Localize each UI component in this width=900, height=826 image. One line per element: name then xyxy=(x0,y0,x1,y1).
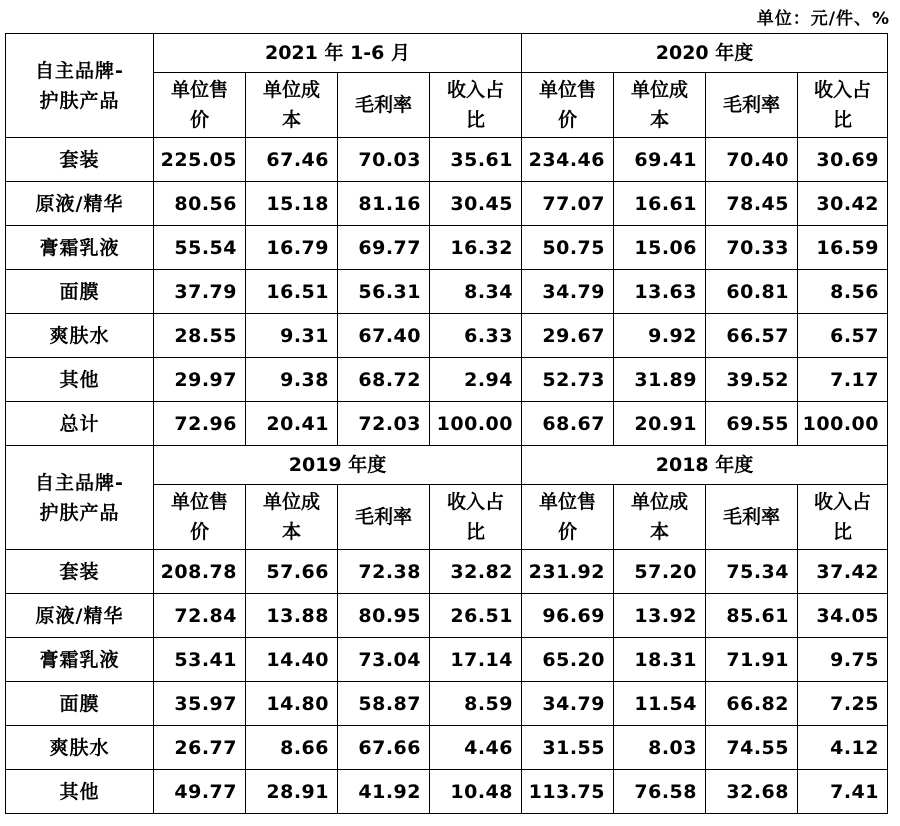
value-cell: 9.92 xyxy=(614,314,706,358)
metric-header xyxy=(706,485,798,550)
table-row xyxy=(6,594,888,638)
metric-header-line: 比 xyxy=(465,521,485,543)
value-cell: 60.81 xyxy=(706,270,798,314)
value-cell: 96.69 xyxy=(522,594,614,638)
metric-header xyxy=(154,73,246,138)
value-cell: 72.96 xyxy=(154,402,246,446)
value-cell: 31.89 xyxy=(614,358,706,402)
metric-header-line: 单位成 xyxy=(630,491,688,513)
row-label: 爽肤水 xyxy=(6,314,154,358)
metric-header-line: 比 xyxy=(832,109,852,131)
metric-header-line: 单位售 xyxy=(538,79,596,101)
value-cell: 78.45 xyxy=(706,182,798,226)
value-cell: 30.69 xyxy=(798,138,888,182)
row-label: 套装 xyxy=(6,138,154,182)
value-cell: 28.91 xyxy=(246,770,338,814)
value-cell: 30.42 xyxy=(798,182,888,226)
metric-header xyxy=(798,485,888,550)
value-cell: 26.51 xyxy=(430,594,522,638)
value-cell: 30.45 xyxy=(430,182,522,226)
unit-note: 单位：元/件、% xyxy=(756,9,890,29)
table-row xyxy=(6,770,888,814)
value-cell: 234.46 xyxy=(522,138,614,182)
value-cell: 16.59 xyxy=(798,226,888,270)
metric-header xyxy=(522,73,614,138)
metric-header-line: 价 xyxy=(189,109,209,131)
value-cell: 57.66 xyxy=(246,550,338,594)
value-cell: 18.31 xyxy=(614,638,706,682)
value-cell: 69.77 xyxy=(338,226,430,270)
row-label: 总计 xyxy=(6,402,154,446)
period-header-row xyxy=(6,446,888,485)
value-cell: 85.61 xyxy=(706,594,798,638)
period-header: 2021 年 1-6 月 xyxy=(154,34,522,73)
value-cell: 26.77 xyxy=(154,726,246,770)
value-cell: 29.67 xyxy=(522,314,614,358)
metric-header xyxy=(338,485,430,550)
value-cell: 8.59 xyxy=(430,682,522,726)
metric-header xyxy=(706,73,798,138)
value-cell: 67.40 xyxy=(338,314,430,358)
value-cell: 69.55 xyxy=(706,402,798,446)
metric-header-line: 毛利率 xyxy=(722,94,780,116)
table-row xyxy=(6,682,888,726)
value-cell: 29.97 xyxy=(154,358,246,402)
value-cell: 39.52 xyxy=(706,358,798,402)
value-cell: 100.00 xyxy=(430,402,522,446)
value-cell: 75.34 xyxy=(706,550,798,594)
table-row xyxy=(6,638,888,682)
value-cell: 52.73 xyxy=(522,358,614,402)
period-header-row xyxy=(6,34,888,73)
row-label: 面膜 xyxy=(6,682,154,726)
metric-header-line: 毛利率 xyxy=(354,506,412,528)
value-cell: 67.66 xyxy=(338,726,430,770)
value-cell: 10.48 xyxy=(430,770,522,814)
category-header-cell xyxy=(6,34,154,138)
value-cell: 55.54 xyxy=(154,226,246,270)
row-label: 其他 xyxy=(6,770,154,814)
table-row xyxy=(6,314,888,358)
metric-header-line: 收入占 xyxy=(813,79,871,101)
product-margin-table xyxy=(5,33,888,814)
value-cell: 20.91 xyxy=(614,402,706,446)
value-cell: 16.79 xyxy=(246,226,338,270)
value-cell: 100.00 xyxy=(798,402,888,446)
value-cell: 50.75 xyxy=(522,226,614,270)
metric-header-line: 比 xyxy=(465,109,485,131)
value-cell: 14.40 xyxy=(246,638,338,682)
value-cell: 113.75 xyxy=(522,770,614,814)
metric-header xyxy=(798,73,888,138)
row-label: 面膜 xyxy=(6,270,154,314)
row-label: 原液/精华 xyxy=(6,594,154,638)
category-header-line: 自主品牌- xyxy=(35,471,124,494)
value-cell: 74.55 xyxy=(706,726,798,770)
row-label: 其他 xyxy=(6,358,154,402)
value-cell: 13.63 xyxy=(614,270,706,314)
value-cell: 11.54 xyxy=(614,682,706,726)
value-cell: 34.79 xyxy=(522,270,614,314)
metric-header-line: 单位成 xyxy=(262,79,320,101)
value-cell: 8.34 xyxy=(430,270,522,314)
metric-header-line: 毛利率 xyxy=(722,506,780,528)
metric-header-line: 单位售 xyxy=(170,79,228,101)
metric-header xyxy=(246,73,338,138)
value-cell: 34.79 xyxy=(522,682,614,726)
table-row xyxy=(6,138,888,182)
metric-header-line: 价 xyxy=(189,521,209,543)
metric-header-line: 单位售 xyxy=(170,491,228,513)
value-cell: 80.56 xyxy=(154,182,246,226)
row-label: 膏霜乳液 xyxy=(6,638,154,682)
value-cell: 15.18 xyxy=(246,182,338,226)
metric-header-line: 价 xyxy=(557,521,577,543)
table-row xyxy=(6,182,888,226)
value-cell: 16.61 xyxy=(614,182,706,226)
value-cell: 14.80 xyxy=(246,682,338,726)
value-cell: 69.41 xyxy=(614,138,706,182)
value-cell: 65.20 xyxy=(522,638,614,682)
metric-header-line: 单位成 xyxy=(630,79,688,101)
row-label: 套装 xyxy=(6,550,154,594)
value-cell: 34.05 xyxy=(798,594,888,638)
row-label: 膏霜乳液 xyxy=(6,226,154,270)
table-row xyxy=(6,358,888,402)
value-cell: 57.20 xyxy=(614,550,706,594)
value-cell: 35.97 xyxy=(154,682,246,726)
metric-header xyxy=(522,485,614,550)
value-cell: 17.14 xyxy=(430,638,522,682)
metric-header-line: 单位售 xyxy=(538,491,596,513)
value-cell: 70.40 xyxy=(706,138,798,182)
value-cell: 56.31 xyxy=(338,270,430,314)
metric-header-line: 单位成 xyxy=(262,491,320,513)
value-cell: 37.42 xyxy=(798,550,888,594)
value-cell: 35.61 xyxy=(430,138,522,182)
value-cell: 76.58 xyxy=(614,770,706,814)
metric-header-line: 比 xyxy=(832,521,852,543)
value-cell: 67.46 xyxy=(246,138,338,182)
value-cell: 6.57 xyxy=(798,314,888,358)
value-cell: 71.91 xyxy=(706,638,798,682)
row-label: 原液/精华 xyxy=(6,182,154,226)
value-cell: 37.79 xyxy=(154,270,246,314)
value-cell: 13.88 xyxy=(246,594,338,638)
value-cell: 9.75 xyxy=(798,638,888,682)
value-cell: 9.31 xyxy=(246,314,338,358)
metric-header xyxy=(430,485,522,550)
metric-header xyxy=(338,73,430,138)
metric-header-line: 价 xyxy=(557,109,577,131)
period-header: 2018 年度 xyxy=(522,446,888,485)
table-body xyxy=(6,34,888,814)
value-cell: 6.33 xyxy=(430,314,522,358)
value-cell: 68.72 xyxy=(338,358,430,402)
value-cell: 72.03 xyxy=(338,402,430,446)
value-cell: 80.95 xyxy=(338,594,430,638)
metric-header xyxy=(614,485,706,550)
value-cell: 66.82 xyxy=(706,682,798,726)
value-cell: 32.68 xyxy=(706,770,798,814)
metric-header-line: 本 xyxy=(281,109,301,131)
metric-header-line: 本 xyxy=(649,521,669,543)
value-cell: 77.07 xyxy=(522,182,614,226)
metric-header xyxy=(614,73,706,138)
value-cell: 16.32 xyxy=(430,226,522,270)
value-cell: 53.41 xyxy=(154,638,246,682)
value-cell: 9.38 xyxy=(246,358,338,402)
metric-header-line: 收入占 xyxy=(446,79,504,101)
value-cell: 225.05 xyxy=(154,138,246,182)
metric-header-line: 毛利率 xyxy=(354,94,412,116)
value-cell: 72.38 xyxy=(338,550,430,594)
value-cell: 4.46 xyxy=(430,726,522,770)
value-cell: 68.67 xyxy=(522,402,614,446)
metric-header-line: 收入占 xyxy=(446,491,504,513)
value-cell: 2.94 xyxy=(430,358,522,402)
value-cell: 7.17 xyxy=(798,358,888,402)
metric-header-line: 收入占 xyxy=(813,491,871,513)
value-cell: 70.03 xyxy=(338,138,430,182)
row-label: 爽肤水 xyxy=(6,726,154,770)
value-cell: 231.92 xyxy=(522,550,614,594)
value-cell: 66.57 xyxy=(706,314,798,358)
value-cell: 41.92 xyxy=(338,770,430,814)
value-cell: 8.03 xyxy=(614,726,706,770)
category-header-line: 护肤产品 xyxy=(39,89,120,112)
value-cell: 4.12 xyxy=(798,726,888,770)
value-cell: 8.66 xyxy=(246,726,338,770)
period-header: 2019 年度 xyxy=(154,446,522,485)
metric-header-line: 本 xyxy=(281,521,301,543)
table-row xyxy=(6,402,888,446)
value-cell: 31.55 xyxy=(522,726,614,770)
table-row xyxy=(6,550,888,594)
table-row xyxy=(6,226,888,270)
metric-header-line: 本 xyxy=(649,109,669,131)
value-cell: 7.41 xyxy=(798,770,888,814)
value-cell: 73.04 xyxy=(338,638,430,682)
value-cell: 28.55 xyxy=(154,314,246,358)
table-row xyxy=(6,726,888,770)
category-header-cell xyxy=(6,446,154,550)
value-cell: 32.82 xyxy=(430,550,522,594)
category-header-line: 自主品牌- xyxy=(35,59,124,82)
value-cell: 15.06 xyxy=(614,226,706,270)
value-cell: 72.84 xyxy=(154,594,246,638)
value-cell: 7.25 xyxy=(798,682,888,726)
value-cell: 13.92 xyxy=(614,594,706,638)
value-cell: 16.51 xyxy=(246,270,338,314)
metric-header xyxy=(246,485,338,550)
table-row xyxy=(6,270,888,314)
metric-header xyxy=(154,485,246,550)
period-header: 2020 年度 xyxy=(522,34,888,73)
value-cell: 49.77 xyxy=(154,770,246,814)
category-header-line: 护肤产品 xyxy=(39,501,120,524)
value-cell: 208.78 xyxy=(154,550,246,594)
value-cell: 70.33 xyxy=(706,226,798,270)
value-cell: 58.87 xyxy=(338,682,430,726)
value-cell: 20.41 xyxy=(246,402,338,446)
metric-header xyxy=(430,73,522,138)
value-cell: 81.16 xyxy=(338,182,430,226)
value-cell: 8.56 xyxy=(798,270,888,314)
